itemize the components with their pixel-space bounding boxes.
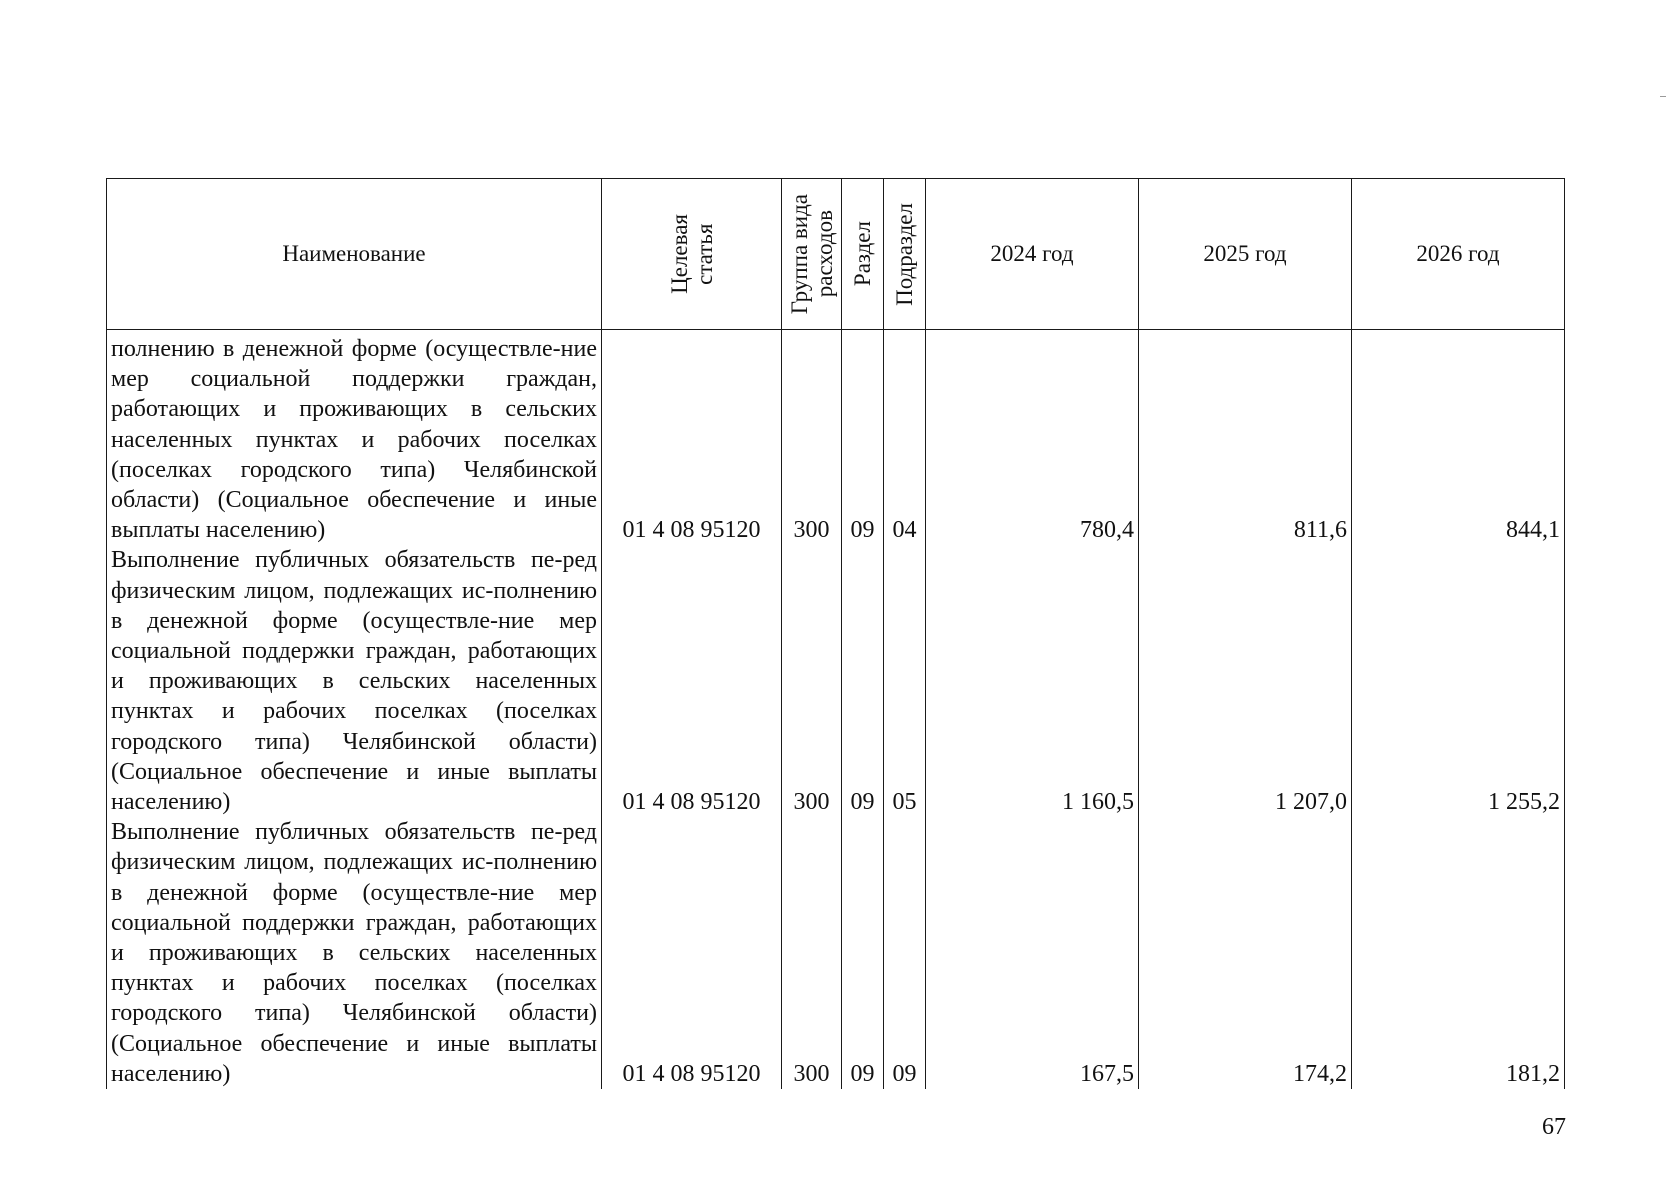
row-target-article: 01 4 08 95120 <box>602 545 782 817</box>
scan-margin-mark <box>1660 96 1666 97</box>
header-year-2025-label: 2025 год <box>1203 241 1287 266</box>
row-value-2026: 844,1 <box>1352 330 1565 546</box>
table-row <box>107 330 1565 546</box>
row-value-2026: 1 255,2 <box>1352 545 1565 817</box>
row-value-2024: 1 160,5 <box>926 545 1139 817</box>
row-podrazdel: 09 <box>884 817 926 1089</box>
header-name <box>107 179 602 330</box>
row-name: полнению в денежной форме (осуществле-ние мер социальной поддержки граждан, работающих и проживающих в сельских населенных пунктах и рабочих поселках (поселках городского типа) Челябинской области) (Социальное обеспечение и иные выплаты населению) <box>107 330 602 546</box>
row-value-2025: 811,6 <box>1139 330 1352 546</box>
budget-table <box>106 178 1565 1089</box>
header-year-2025 <box>1139 179 1352 330</box>
table-row <box>107 545 1565 817</box>
header-target-article <box>602 179 782 330</box>
header-year-2026-label: 2026 год <box>1416 241 1500 266</box>
row-razdel: 09 <box>842 817 884 1089</box>
header-year-2024 <box>926 179 1139 330</box>
row-value-2025: 1 207,0 <box>1139 545 1352 817</box>
header-razdel <box>842 179 884 330</box>
row-target-article: 01 4 08 95120 <box>602 817 782 1089</box>
row-razdel: 09 <box>842 330 884 546</box>
header-target-article-label: Целевая статья <box>666 214 717 294</box>
row-name: Выполнение публичных обязательств пе-ред физическим лицом, подлежащих ис-полнению в денежной форме (осуществле-ние мер социальной поддержки граждан, работающих и проживающих в сельских населенных пунктах и рабочих поселках (поселках городского типа) Челябинской области) (Социальное обеспечение и иные выплаты населению) <box>107 545 602 817</box>
row-value-2024: 780,4 <box>926 330 1139 546</box>
row-value-2026: 181,2 <box>1352 817 1565 1089</box>
header-expense-group-label: Группа вида расходов <box>786 193 837 315</box>
table-header-row <box>107 179 1565 330</box>
row-expense-group: 300 <box>782 545 842 817</box>
header-year-2024-label: 2024 год <box>990 241 1074 266</box>
header-podrazdel <box>884 179 926 330</box>
header-expense-group <box>782 179 842 330</box>
row-name: Выполнение публичных обязательств пе-ред физическим лицом, подлежащих ис-полнению в денежной форме (осуществле-ние мер социальной поддержки граждан, работающих и проживающих в сельских населенных пунктах и рабочих поселках (поселках городского типа) Челябинской области) (Социальное обеспечение и иные выплаты населению) <box>107 817 602 1089</box>
row-podrazdel: 05 <box>884 545 926 817</box>
row-podrazdel: 04 <box>884 330 926 546</box>
row-value-2024: 167,5 <box>926 817 1139 1089</box>
row-target-article: 01 4 08 95120 <box>602 330 782 546</box>
row-razdel: 09 <box>842 545 884 817</box>
header-razdel-label: Раздел <box>850 221 875 287</box>
header-name-label: Наименование <box>282 241 426 266</box>
header-year-2026 <box>1352 179 1565 330</box>
row-value-2025: 174,2 <box>1139 817 1352 1089</box>
row-expense-group: 300 <box>782 330 842 546</box>
row-expense-group: 300 <box>782 817 842 1089</box>
header-podrazdel-label: Подраздел <box>892 202 917 306</box>
budget-table-frame <box>106 178 1565 1088</box>
page-number: 67 <box>1542 1114 1566 1140</box>
table-row <box>107 817 1565 1089</box>
